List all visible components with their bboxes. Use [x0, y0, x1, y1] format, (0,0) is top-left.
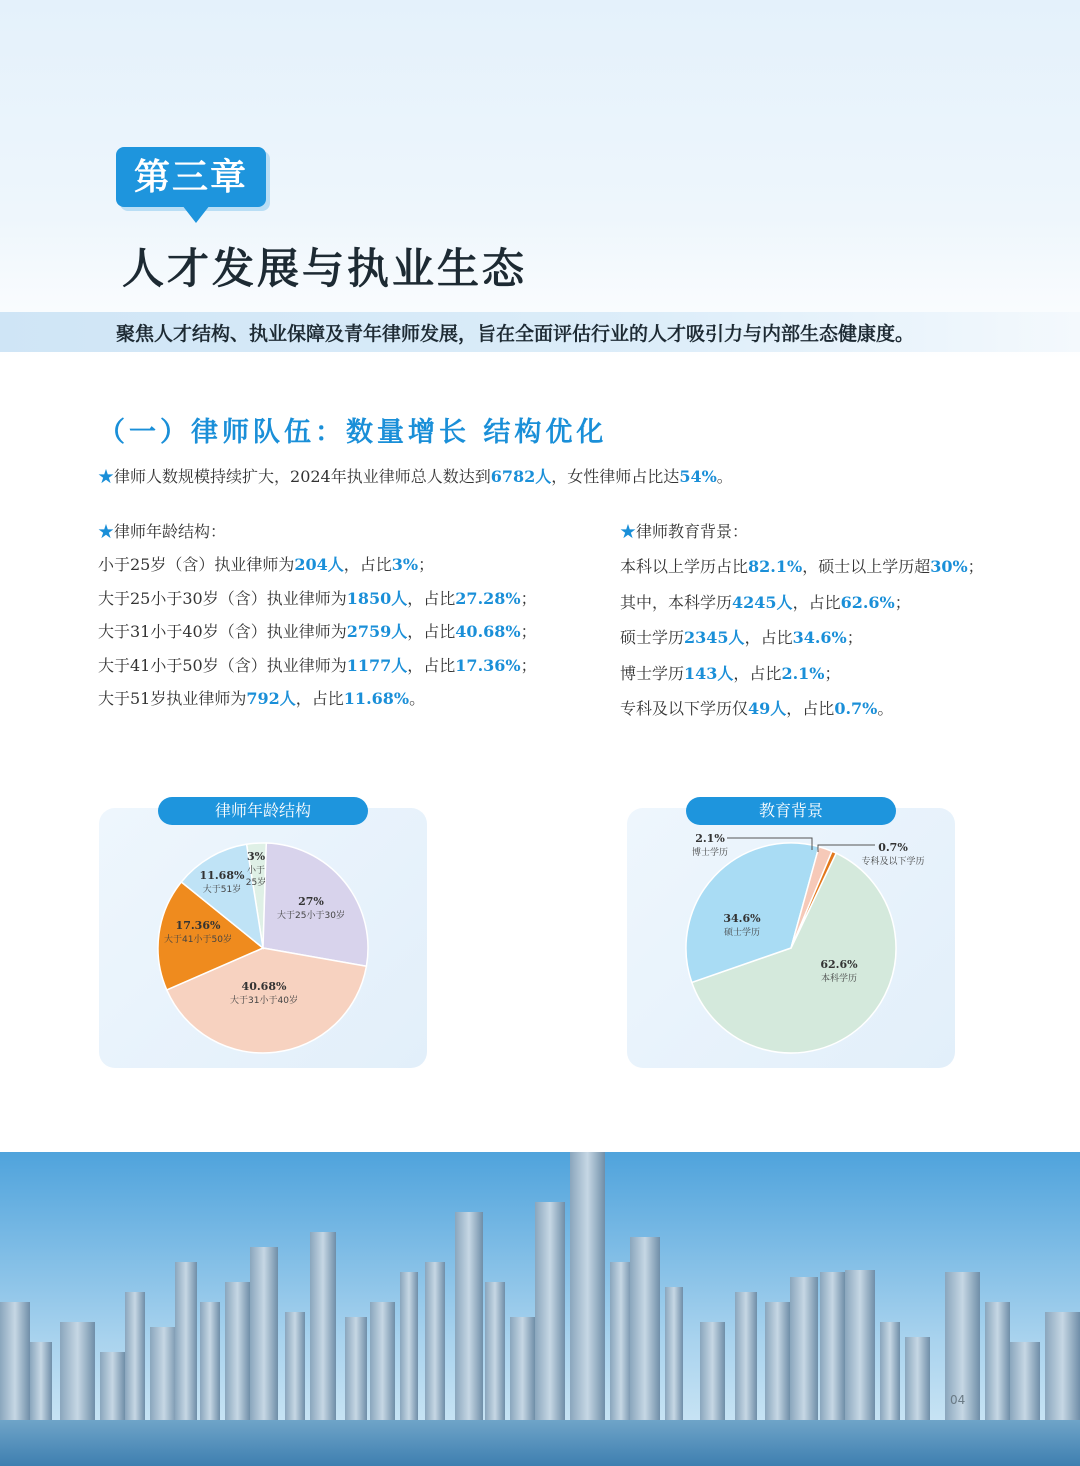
- slice-category-label: 大于31小于40岁: [230, 996, 298, 1006]
- edu_block-value: 34.6%: [792, 628, 847, 647]
- slice-category-label: 专科及以下学历: [861, 857, 925, 867]
- edu_block-value: 62.6%: [840, 592, 895, 612]
- edu-heading-text: 律师教育背景：: [636, 522, 749, 541]
- slice-category-label: 大于41小于50岁: [164, 935, 232, 945]
- slice-percent-label: 62.6%: [820, 958, 858, 971]
- age_block-value: 3%: [391, 555, 419, 574]
- slice-category-label: 本科学历: [820, 974, 858, 984]
- age_block-value: 1850人: [346, 588, 408, 608]
- age-heading-text: 律师年龄结构：: [114, 522, 227, 541]
- slice-category-label: 小于: [246, 866, 266, 876]
- slice-percent-label: 11.68%: [199, 869, 245, 882]
- age_block-text: ，占比: [295, 689, 344, 708]
- slice-percent-label: 27%: [298, 895, 324, 908]
- slice-category-label: 25岁: [245, 878, 267, 888]
- skyline-image: [0, 1152, 1080, 1466]
- age_block-text: ，占比: [407, 655, 456, 675]
- female-ratio-value: 54%: [679, 467, 717, 486]
- age_block-value: 1177人: [346, 655, 408, 675]
- section-title: （一）律师队伍：数量增长 结构优化: [98, 417, 608, 448]
- age_block-text: 大于41小于50岁（含）执业律师为: [98, 655, 347, 675]
- edu_block-text: 专科及以下学历仅: [620, 699, 749, 718]
- age_block-text: 大于25小于30岁（含）执业律师为: [98, 588, 347, 608]
- edu_block-value: 2.1%: [781, 663, 825, 683]
- age_block-value: 204人: [294, 555, 344, 574]
- age_block-value: 27.28%: [455, 588, 521, 608]
- age_block-text: ；: [418, 555, 435, 574]
- edu_block-text: ，占比: [786, 699, 835, 718]
- summary-text: 。: [716, 467, 733, 486]
- edu_block-text: ；: [967, 557, 984, 576]
- slice-category-label: 大于25小于30岁: [277, 911, 345, 921]
- age_block-text: ，占比: [407, 622, 456, 641]
- age_block-text: 。: [409, 689, 426, 708]
- age_block-value: 2759人: [346, 622, 408, 641]
- age_block-text: ，占比: [407, 588, 456, 608]
- edu_block-text: 其中，本科学历: [620, 592, 733, 612]
- age_block-text: 大于51岁执业律师为: [98, 689, 247, 708]
- intro-text: 聚焦人才结构、执业保障及青年律师发展，旨在全面评估行业的人才吸引力与内部生态健康度。: [116, 323, 915, 345]
- summary-text: 律师人数规模持续扩大，2024年执业律师总人数达到: [114, 467, 491, 486]
- age_block-value: 11.68%: [343, 689, 410, 708]
- slice-category-label: 博士学历: [691, 848, 729, 858]
- summary-text: ，女性律师占比达: [551, 467, 680, 486]
- age_block-text: 大于31小于40岁（含）执业律师为: [98, 622, 347, 641]
- edu_block-text: ，占比: [744, 628, 793, 647]
- star-icon: ★: [98, 467, 115, 486]
- star-icon: ★: [98, 522, 115, 541]
- edu_block-value: 143人: [684, 663, 734, 683]
- edu_block-value: 49人: [748, 699, 787, 718]
- slice-percent-label: 40.68%: [241, 980, 287, 993]
- slice-percent-label: 34.6%: [723, 912, 761, 925]
- star-icon: ★: [620, 522, 637, 541]
- edu_block-text: 博士学历: [620, 663, 685, 683]
- edu_block-value: 0.7%: [834, 699, 878, 718]
- age_block-text: ；: [520, 588, 537, 608]
- slice-percent-label: 0.7%: [878, 841, 908, 854]
- page-number: 04: [950, 1393, 966, 1407]
- slice-percent-label: 17.36%: [175, 919, 221, 932]
- edu_block-text: ；: [846, 628, 863, 647]
- slice-category-label: 硕士学历: [723, 928, 761, 938]
- edu_block-text: ；: [894, 592, 911, 612]
- age_block-text: ；: [520, 622, 537, 641]
- edu_block-value: 82.1%: [748, 557, 803, 576]
- edu_block-text: 硕士学历: [620, 628, 685, 647]
- edu_block-value: 2345人: [684, 628, 745, 647]
- chapter-label: 第三章: [133, 156, 248, 198]
- age_block-text: 小于25岁（含）执业律师为: [98, 555, 295, 574]
- age_block-text: ，占比: [343, 555, 392, 574]
- edu_block-text: 。: [877, 699, 894, 718]
- age_block-text: ；: [520, 655, 537, 675]
- chapter-title: 人才发展与执业生态: [122, 244, 528, 293]
- age-chart-title: 律师年龄结构: [158, 797, 368, 825]
- edu-chart-title: 教育背景: [686, 797, 896, 825]
- age_block-value: 792人: [246, 689, 296, 708]
- age_block-value: 17.36%: [455, 655, 521, 675]
- edu_block-text: ，占比: [733, 663, 782, 683]
- edu_block-value: 4245人: [732, 592, 793, 612]
- edu_block-value: 30%: [930, 557, 968, 576]
- edu_block-text: ，占比: [792, 592, 841, 612]
- edu_block-text: 本科以上学历占比: [620, 557, 749, 576]
- edu_block-text: ；: [824, 663, 841, 683]
- slice-percent-label: 2.1%: [695, 832, 725, 845]
- slice-category-label: 大于51岁: [202, 885, 242, 895]
- edu_block-text: ，硕士以上学历超: [802, 557, 931, 576]
- total-lawyers-value: 6782人: [490, 467, 552, 486]
- age_block-value: 40.68%: [455, 622, 521, 641]
- slice-percent-label: 3%: [246, 850, 266, 863]
